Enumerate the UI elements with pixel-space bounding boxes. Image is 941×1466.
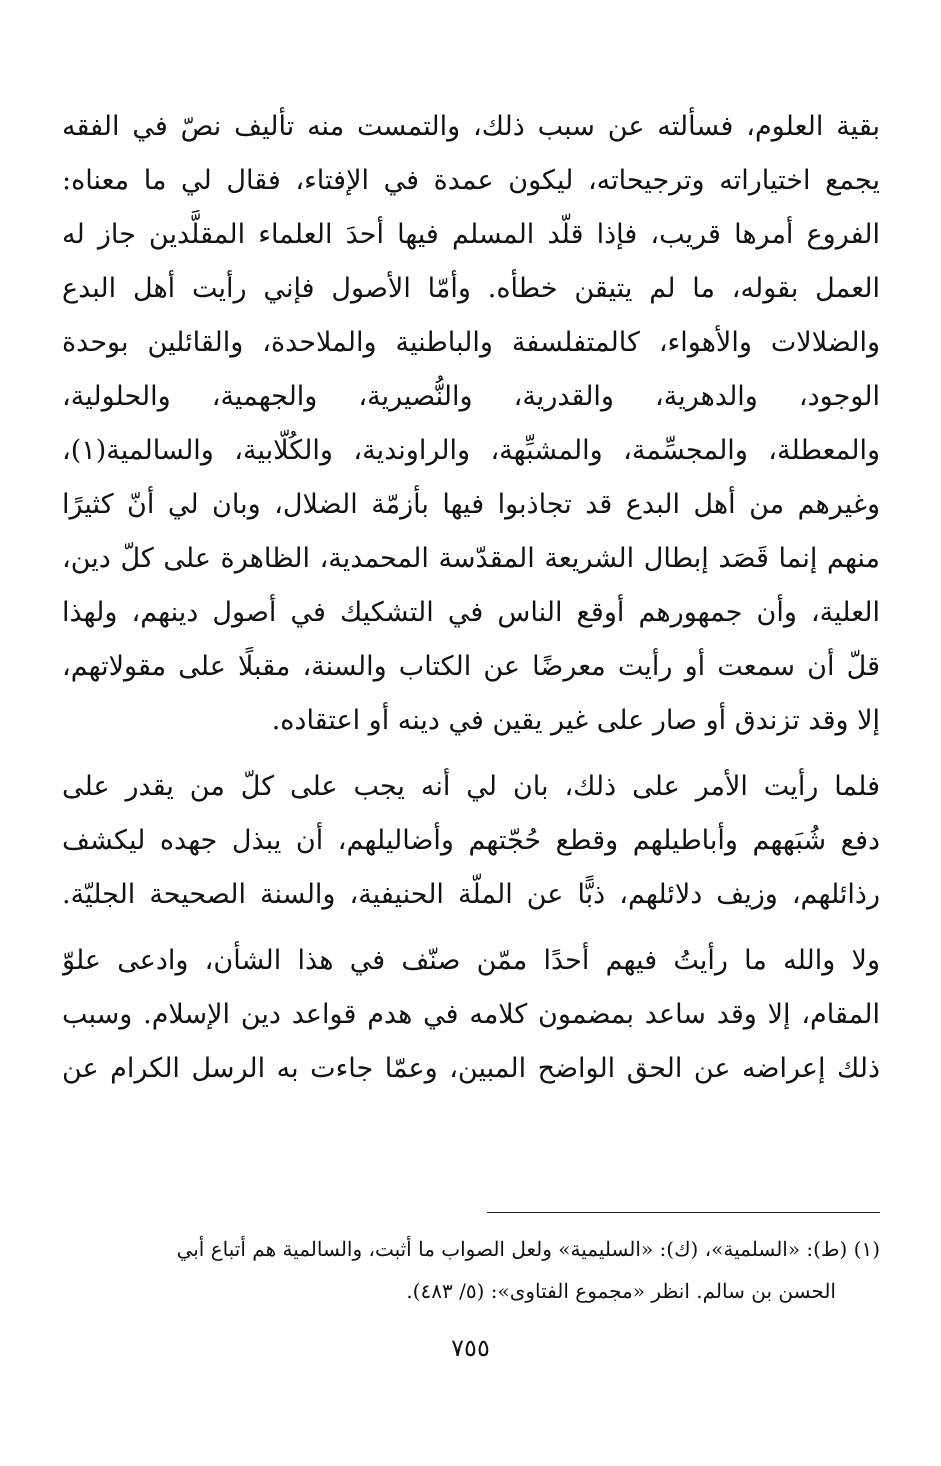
text-line: الفروع أمرها قريب، فإذا قلّد المسلم فيها أحدَ العلماء المقلَّدين جاز له <box>62 219 880 250</box>
paragraph-1 <box>62 100 880 748</box>
text-line: المقام، إلا وقد ساعد بمضمون كلامه في هدم قواعد دين الإسلام. وسبب <box>62 999 880 1030</box>
footnote <box>62 1228 880 1312</box>
text-line: بقية العلوم، فسألته عن سبب ذلك، والتمست منه تأليف نصّ في الفقه <box>62 111 880 142</box>
text-line: العمل بقوله، ما لم يتيقن خطأه. وأمّا الأصول فإني رأيت أهل البدع <box>62 273 880 304</box>
text-line: ولا والله ما رأيتُ فيهم أحدًا ممّن صنّف في هذا الشأن، وادعى علوّ <box>62 945 880 976</box>
text-line: وغيرهم من أهل البدع قد تجاذبوا فيها بأزمّة الضلال، وبان لي أنّ كثيرًا <box>62 489 880 520</box>
text-line: منهم إنما قَصَد إبطال الشريعة المقدّسة المحمدية، الظاهرة على كلّ دين، <box>62 543 880 574</box>
paragraph-2 <box>62 760 880 922</box>
text-line: العلية، وأن جمهورهم أوقع الناس في التشكيك في أصول دينهم، ولهذا <box>62 597 880 628</box>
text-line: قلّ أن سمعت أو رأيت معرضًا عن الكتاب والسنة، مقبلًا على مقولاتهم، <box>62 651 880 682</box>
text-line: دفع شُبَههم وأباطيلهم وقطع حُجّتهم وأضاليلهم، أن يبذل جهده ليكشف <box>62 825 880 856</box>
text-line: والضلالات والأهواء، كالمتفلسفة والباطنية والملاحدة، والقائلين بوحدة <box>62 327 880 358</box>
text-line: الوجود، والدهرية، والقدرية، والنُّصيرية، والجهمية، والحلولية، <box>62 381 880 412</box>
text-line: والمعطلة، والمجسِّمة، والمشبِّهة، والراوندية، والكُلّابية، والسالمية(١)، <box>62 435 880 466</box>
text-line: يجمع اختياراته وترجيحاته، ليكون عمدة في الإفتاء، فقال لي ما معناه: <box>62 165 880 196</box>
footnote-divider <box>487 1212 880 1213</box>
page-number: ٧٥٥ <box>451 1334 490 1362</box>
text-line: إلا وقد تزندق أو صار على غير يقين في دينه أو اعتقاده. <box>271 705 880 736</box>
footnote-line: الحسن بن سالم. انظر «مجموع الفتاوى»: (٥/ ٤٨٣). <box>406 1279 836 1303</box>
text-line: فلما رأيت الأمر على ذلك، بان لي أنه يجب على كلّ من يقدر على <box>62 771 880 802</box>
text-line: ذلك إعراضه عن الحق الواضح المبين، وعمّا جاءت به الرسل الكرام عن <box>62 1053 880 1084</box>
main-text <box>62 100 880 1108</box>
footnote-line: (١) (ط): «السلمية»، (ك): «السليمية» ولعل الصواب ما أثبت، والسالمية هم أتباع أبي <box>176 1237 880 1261</box>
text-line: رذائلهم، وزيف دلائلهم، ذبًّا عن الملّة الحنيفية، والسنة الصحيحة الجليّة. <box>62 879 880 910</box>
paragraph-3 <box>62 934 880 1096</box>
